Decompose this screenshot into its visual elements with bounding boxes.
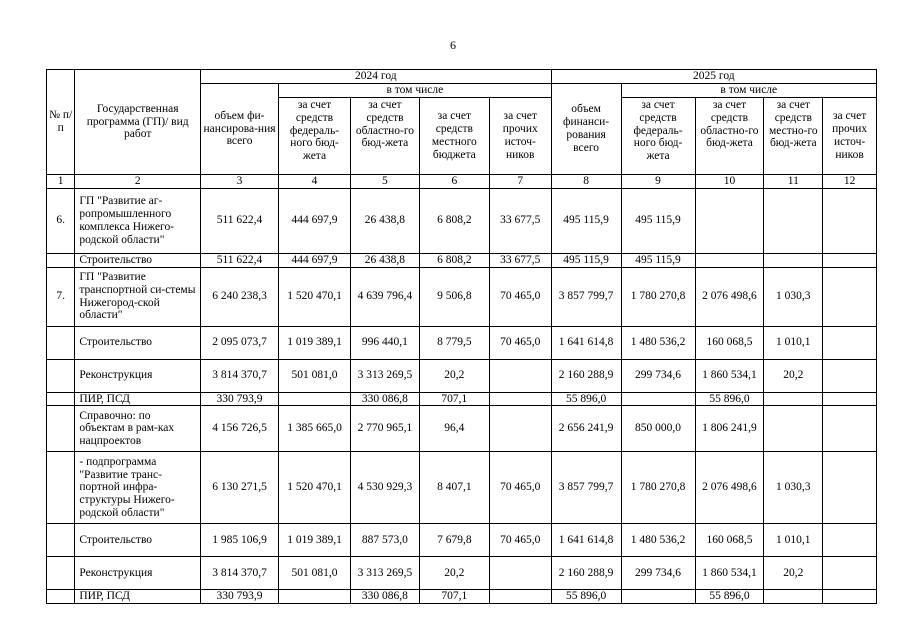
amount-cell: 26 438,8 xyxy=(350,188,419,253)
amount-cell: 3 814 370,7 xyxy=(201,359,279,392)
amount-cell: 2 076 498,6 xyxy=(695,267,764,326)
amount-cell: 8 779,5 xyxy=(419,326,489,359)
amount-cell xyxy=(764,253,823,267)
program-name: ПИР, ПСД xyxy=(75,590,201,604)
amount-cell xyxy=(823,452,877,524)
amount-cell: 3 814 370,7 xyxy=(201,557,279,590)
amount-cell: 1 780 270,8 xyxy=(621,267,695,326)
program-name: ГП "Развитие транспортной си-стемы Нижегород-ской области" xyxy=(75,267,201,326)
amount-cell: 511 622,4 xyxy=(201,253,279,267)
column-number: 12 xyxy=(823,175,877,189)
amount-cell: 6 240 238,3 xyxy=(201,267,279,326)
row-number xyxy=(47,406,75,452)
amount-cell: 3 313 269,5 xyxy=(350,557,419,590)
header-program: Государственная программа (ГП)/ вид работ xyxy=(75,70,201,175)
header-incl-2024: в том числе xyxy=(279,84,552,98)
amount-cell: 6 130 271,5 xyxy=(201,452,279,524)
row-number xyxy=(47,590,75,604)
table-row xyxy=(47,359,877,392)
amount-cell: 1 010,1 xyxy=(764,524,823,557)
amount-cell: 7 679,8 xyxy=(419,524,489,557)
amount-cell xyxy=(823,359,877,392)
column-number: 2 xyxy=(75,175,201,189)
column-numbers-row xyxy=(47,175,877,189)
amount-cell: 20,2 xyxy=(419,557,489,590)
row-number: 6. xyxy=(47,188,75,253)
amount-cell xyxy=(764,590,823,604)
amount-cell: 55 896,0 xyxy=(695,392,764,406)
amount-cell: 1 520 470,1 xyxy=(279,267,351,326)
amount-cell xyxy=(823,188,877,253)
column-number: 5 xyxy=(350,175,419,189)
amount-cell: 2 160 288,9 xyxy=(551,359,621,392)
column-number: 3 xyxy=(201,175,279,189)
amount-cell: 1 520 470,1 xyxy=(279,452,351,524)
program-name: - подпрограмма "Развитие транс-портной инфра-структуры Нижего-родской области" xyxy=(75,452,201,524)
amount-cell: 2 656 241,9 xyxy=(551,406,621,452)
amount-cell: 501 081,0 xyxy=(279,359,351,392)
table-row xyxy=(47,188,877,253)
amount-cell: 55 896,0 xyxy=(695,590,764,604)
amount-cell xyxy=(823,267,877,326)
amount-cell: 495 115,9 xyxy=(551,253,621,267)
program-name: Реконструкция xyxy=(75,359,201,392)
amount-cell: 1 641 614,8 xyxy=(551,326,621,359)
table-row xyxy=(47,452,877,524)
amount-cell xyxy=(489,392,551,406)
row-number xyxy=(47,392,75,406)
financing-table xyxy=(46,69,877,604)
row-number xyxy=(47,253,75,267)
amount-cell: 70 465,0 xyxy=(489,267,551,326)
amount-cell xyxy=(823,590,877,604)
amount-cell: 495 115,9 xyxy=(551,188,621,253)
program-name: Строительство xyxy=(75,326,201,359)
header-no: № п/п xyxy=(47,70,75,175)
header-regional-2025: за счет средств областно-го бюд-жета xyxy=(695,98,764,175)
amount-cell: 1 010,1 xyxy=(764,326,823,359)
program-name: ГП "Развитие аг-ропромышленного комплекса Нижего-родской области" xyxy=(75,188,201,253)
amount-cell xyxy=(823,253,877,267)
amount-cell: 850 000,0 xyxy=(621,406,695,452)
amount-cell xyxy=(489,359,551,392)
amount-cell: 1 385 665,0 xyxy=(279,406,351,452)
amount-cell: 2 095 073,7 xyxy=(201,326,279,359)
amount-cell: 160 068,5 xyxy=(695,326,764,359)
amount-cell xyxy=(823,326,877,359)
amount-cell xyxy=(764,392,823,406)
amount-cell: 70 465,0 xyxy=(489,524,551,557)
amount-cell: 3 857 799,7 xyxy=(551,452,621,524)
amount-cell: 707,1 xyxy=(419,392,489,406)
amount-cell: 4 639 796,4 xyxy=(350,267,419,326)
amount-cell: 3 313 269,5 xyxy=(350,359,419,392)
amount-cell: 3 857 799,7 xyxy=(551,267,621,326)
amount-cell xyxy=(489,557,551,590)
amount-cell: 511 622,4 xyxy=(201,188,279,253)
amount-cell: 299 734,6 xyxy=(621,557,695,590)
amount-cell xyxy=(764,188,823,253)
amount-cell: 996 440,1 xyxy=(350,326,419,359)
amount-cell xyxy=(279,392,351,406)
header-total-2024: объем фи-нансирова-ния всего xyxy=(201,84,279,175)
amount-cell: 1 030,3 xyxy=(764,452,823,524)
amount-cell: 9 506,8 xyxy=(419,267,489,326)
header-total-2025: объем финанси-рования всего xyxy=(551,84,621,175)
amount-cell: 495 115,9 xyxy=(621,188,695,253)
table-row xyxy=(47,253,877,267)
header-other-2024: за счет прочих источ-ников xyxy=(489,98,551,175)
amount-cell: 1 480 536,2 xyxy=(621,326,695,359)
row-number xyxy=(47,326,75,359)
amount-cell xyxy=(279,590,351,604)
amount-cell: 70 465,0 xyxy=(489,452,551,524)
header-year-2024: 2024 год xyxy=(201,70,552,84)
amount-cell: 1 019 389,1 xyxy=(279,524,351,557)
amount-cell: 33 677,5 xyxy=(489,188,551,253)
row-number xyxy=(47,452,75,524)
amount-cell: 2 076 498,6 xyxy=(695,452,764,524)
amount-cell: 330 793,9 xyxy=(201,590,279,604)
column-number: 7 xyxy=(489,175,551,189)
amount-cell: 1 806 241,9 xyxy=(695,406,764,452)
amount-cell: 330 793,9 xyxy=(201,392,279,406)
amount-cell: 444 697,9 xyxy=(279,188,351,253)
amount-cell: 1 030,3 xyxy=(764,267,823,326)
program-name: Реконструкция xyxy=(75,557,201,590)
amount-cell: 20,2 xyxy=(764,359,823,392)
program-name: Строительство xyxy=(75,253,201,267)
amount-cell: 495 115,9 xyxy=(621,253,695,267)
amount-cell xyxy=(823,406,877,452)
amount-cell xyxy=(823,392,877,406)
amount-cell: 444 697,9 xyxy=(279,253,351,267)
row-number xyxy=(47,359,75,392)
amount-cell: 4 156 726,5 xyxy=(201,406,279,452)
amount-cell xyxy=(695,188,764,253)
amount-cell: 2 770 965,1 xyxy=(350,406,419,452)
amount-cell: 160 068,5 xyxy=(695,524,764,557)
row-number xyxy=(47,557,75,590)
header-federal-2025: за счет средств федераль-ного бюд-жета xyxy=(621,98,695,175)
amount-cell: 1 019 389,1 xyxy=(279,326,351,359)
header-other-2025: за счет прочих источ-ников xyxy=(823,98,877,175)
amount-cell: 330 086,8 xyxy=(350,392,419,406)
page-number: 6 xyxy=(450,38,456,52)
amount-cell: 6 808,2 xyxy=(419,253,489,267)
amount-cell xyxy=(823,557,877,590)
amount-cell: 4 530 929,3 xyxy=(350,452,419,524)
header-incl-2025: в том числе xyxy=(621,84,876,98)
amount-cell: 1 641 614,8 xyxy=(551,524,621,557)
amount-cell: 6 808,2 xyxy=(419,188,489,253)
program-name: ПИР, ПСД xyxy=(75,392,201,406)
header-federal-2024: за счет средств федераль-ного бюд-жета xyxy=(279,98,351,175)
amount-cell: 1 780 270,8 xyxy=(621,452,695,524)
amount-cell xyxy=(823,524,877,557)
amount-cell xyxy=(695,253,764,267)
amount-cell xyxy=(621,392,695,406)
amount-cell: 26 438,8 xyxy=(350,253,419,267)
table-row xyxy=(47,524,877,557)
table-row xyxy=(47,557,877,590)
column-number: 9 xyxy=(621,175,695,189)
row-number xyxy=(47,524,75,557)
amount-cell: 2 160 288,9 xyxy=(551,557,621,590)
amount-cell: 1 480 536,2 xyxy=(621,524,695,557)
amount-cell: 299 734,6 xyxy=(621,359,695,392)
amount-cell: 1 860 534,1 xyxy=(695,359,764,392)
amount-cell: 707,1 xyxy=(419,590,489,604)
column-number: 6 xyxy=(419,175,489,189)
program-name: Справочно: по объектам в рам-ках нацпроектов xyxy=(75,406,201,452)
amount-cell: 33 677,5 xyxy=(489,253,551,267)
amount-cell xyxy=(764,406,823,452)
column-number: 8 xyxy=(551,175,621,189)
amount-cell: 20,2 xyxy=(764,557,823,590)
row-number: 7. xyxy=(47,267,75,326)
amount-cell: 55 896,0 xyxy=(551,590,621,604)
header-year-2025: 2025 год xyxy=(551,70,876,84)
amount-cell: 96,4 xyxy=(419,406,489,452)
amount-cell: 330 086,8 xyxy=(350,590,419,604)
column-number: 1 xyxy=(47,175,75,189)
column-number: 10 xyxy=(695,175,764,189)
header-local-2024: за счет средств местного бюджета xyxy=(419,98,489,175)
amount-cell: 1 860 534,1 xyxy=(695,557,764,590)
program-name: Строительство xyxy=(75,524,201,557)
table-row xyxy=(47,326,877,359)
amount-cell xyxy=(489,590,551,604)
header-local-2025: за счет средств местно-го бюд-жета xyxy=(764,98,823,175)
column-number: 11 xyxy=(764,175,823,189)
table-row xyxy=(47,267,877,326)
table-row xyxy=(47,406,877,452)
amount-cell: 501 081,0 xyxy=(279,557,351,590)
header-regional-2024: за счет средств областно-го бюд-жета xyxy=(350,98,419,175)
amount-cell: 20,2 xyxy=(419,359,489,392)
amount-cell: 55 896,0 xyxy=(551,392,621,406)
amount-cell: 8 407,1 xyxy=(419,452,489,524)
amount-cell: 70 465,0 xyxy=(489,326,551,359)
amount-cell xyxy=(621,590,695,604)
table-row xyxy=(47,590,877,604)
table-row xyxy=(47,392,877,406)
amount-cell: 1 985 106,9 xyxy=(201,524,279,557)
amount-cell xyxy=(489,406,551,452)
amount-cell: 887 573,0 xyxy=(350,524,419,557)
column-number: 4 xyxy=(279,175,351,189)
